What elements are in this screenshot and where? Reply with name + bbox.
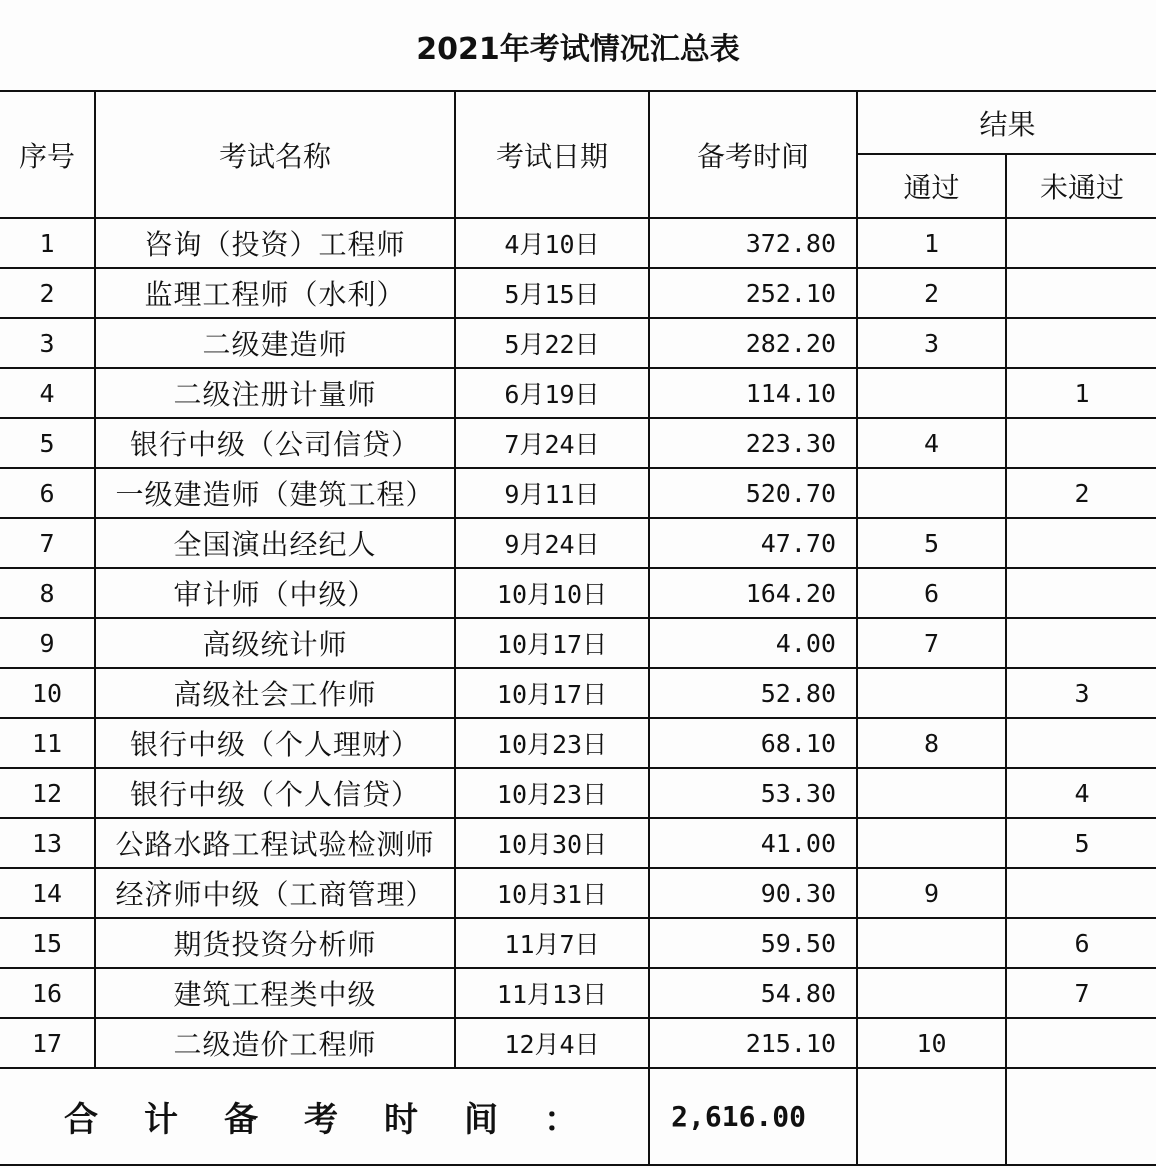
cell-passed: 6: [857, 568, 1006, 618]
total-passed-empty: [857, 1068, 1006, 1165]
table-title: 2021年考试情况汇总表: [416, 31, 740, 67]
total-label: 合计备考时间：: [0, 1068, 649, 1165]
cell-passed: [857, 768, 1006, 818]
cell-prep-time: 520.70: [649, 468, 857, 518]
total-row: [0, 1068, 1156, 1165]
table-row: [0, 868, 1156, 918]
cell-exam-name: 咨询（投资）工程师: [95, 218, 455, 268]
cell-index: 6: [0, 468, 95, 518]
table-row: [0, 768, 1156, 818]
cell-prep-time: 53.30: [649, 768, 857, 818]
table-row: [0, 268, 1156, 318]
cell-exam-date: 5月22日: [455, 318, 649, 368]
cell-exam-name: 高级社会工作师: [95, 668, 455, 718]
cell-passed: 4: [857, 418, 1006, 468]
header-exam-date: 考试日期: [455, 91, 649, 218]
cell-exam-name: 二级造价工程师: [95, 1018, 455, 1068]
cell-passed: [857, 818, 1006, 868]
cell-index: 12: [0, 768, 95, 818]
cell-exam-date: 12月4日: [455, 1018, 649, 1068]
cell-exam-name: 二级建造师: [95, 318, 455, 368]
cell-index: 10: [0, 668, 95, 718]
cell-prep-time: 90.30: [649, 868, 857, 918]
cell-prep-time: 372.80: [649, 218, 857, 268]
cell-prep-time: 215.10: [649, 1018, 857, 1068]
cell-index: 9: [0, 618, 95, 668]
cell-failed: [1006, 218, 1156, 268]
cell-exam-date: 4月10日: [455, 218, 649, 268]
total-prep-time: 2,616.00: [649, 1068, 857, 1165]
table-row: [0, 668, 1156, 718]
cell-exam-name: 高级统计师: [95, 618, 455, 668]
cell-failed: 6: [1006, 918, 1156, 968]
cell-failed: [1006, 418, 1156, 468]
cell-index: 11: [0, 718, 95, 768]
cell-failed: 7: [1006, 968, 1156, 1018]
cell-failed: [1006, 618, 1156, 668]
table-row: [0, 968, 1156, 1018]
cell-prep-time: 47.70: [649, 518, 857, 568]
cell-prep-time: 4.00: [649, 618, 857, 668]
table-row: [0, 918, 1156, 968]
cell-exam-name: 监理工程师（水利）: [95, 268, 455, 318]
table-row: [0, 568, 1156, 618]
cell-index: 15: [0, 918, 95, 968]
cell-exam-date: 5月15日: [455, 268, 649, 318]
cell-prep-time: 223.30: [649, 418, 857, 468]
cell-exam-date: 9月11日: [455, 468, 649, 518]
cell-exam-name: 一级建造师（建筑工程）: [95, 468, 455, 518]
table-row: [0, 318, 1156, 368]
header-passed: 通过: [857, 154, 1006, 218]
cell-failed: 1: [1006, 368, 1156, 418]
cell-prep-time: 59.50: [649, 918, 857, 968]
cell-index: 13: [0, 818, 95, 868]
table-row: [0, 468, 1156, 518]
table-row: [0, 818, 1156, 868]
table-row: [0, 418, 1156, 468]
header-index: 序号: [0, 91, 95, 218]
cell-index: 3: [0, 318, 95, 368]
cell-exam-date: 10月31日: [455, 868, 649, 918]
exam-summary-table: [0, 90, 1156, 1166]
cell-exam-date: 9月24日: [455, 518, 649, 568]
cell-exam-name: 银行中级（个人理财）: [95, 718, 455, 768]
cell-prep-time: 52.80: [649, 668, 857, 718]
cell-exam-name: 公路水路工程试验检测师: [95, 818, 455, 868]
cell-index: 5: [0, 418, 95, 468]
cell-passed: 5: [857, 518, 1006, 568]
table-row: [0, 368, 1156, 418]
cell-failed: [1006, 1018, 1156, 1068]
cell-prep-time: 282.20: [649, 318, 857, 368]
cell-exam-date: 11月13日: [455, 968, 649, 1018]
cell-failed: [1006, 718, 1156, 768]
cell-passed: [857, 468, 1006, 518]
cell-passed: 3: [857, 318, 1006, 368]
header-result: 结果: [857, 91, 1156, 154]
cell-failed: [1006, 568, 1156, 618]
cell-passed: 7: [857, 618, 1006, 668]
cell-prep-time: 114.10: [649, 368, 857, 418]
cell-passed: 2: [857, 268, 1006, 318]
cell-exam-name: 期货投资分析师: [95, 918, 455, 968]
cell-exam-name: 全国演出经纪人: [95, 518, 455, 568]
table-row: [0, 718, 1156, 768]
cell-prep-time: 252.10: [649, 268, 857, 318]
cell-exam-date: 6月19日: [455, 368, 649, 418]
cell-prep-time: 68.10: [649, 718, 857, 768]
cell-index: 16: [0, 968, 95, 1018]
cell-passed: [857, 918, 1006, 968]
cell-exam-date: 10月30日: [455, 818, 649, 868]
cell-failed: 5: [1006, 818, 1156, 868]
cell-failed: 3: [1006, 668, 1156, 718]
table-row: [0, 218, 1156, 268]
cell-failed: [1006, 268, 1156, 318]
cell-exam-date: 10月23日: [455, 718, 649, 768]
cell-exam-name: 审计师（中级）: [95, 568, 455, 618]
cell-index: 17: [0, 1018, 95, 1068]
cell-failed: 4: [1006, 768, 1156, 818]
cell-exam-date: 10月17日: [455, 618, 649, 668]
cell-exam-name: 二级注册计量师: [95, 368, 455, 418]
cell-passed: [857, 668, 1006, 718]
cell-prep-time: 54.80: [649, 968, 857, 1018]
cell-passed: 8: [857, 718, 1006, 768]
cell-passed: 1: [857, 218, 1006, 268]
table-row: [0, 618, 1156, 668]
cell-index: 4: [0, 368, 95, 418]
cell-exam-date: 10月17日: [455, 668, 649, 718]
cell-index: 1: [0, 218, 95, 268]
cell-failed: [1006, 518, 1156, 568]
table-row: [0, 1018, 1156, 1068]
cell-exam-name: 银行中级（个人信贷）: [95, 768, 455, 818]
cell-prep-time: 164.20: [649, 568, 857, 618]
cell-failed: 2: [1006, 468, 1156, 518]
cell-index: 8: [0, 568, 95, 618]
cell-passed: 9: [857, 868, 1006, 918]
cell-exam-date: 11月7日: [455, 918, 649, 968]
cell-exam-name: 经济师中级（工商管理）: [95, 868, 455, 918]
cell-failed: [1006, 318, 1156, 368]
cell-failed: [1006, 868, 1156, 918]
table-row: [0, 518, 1156, 568]
cell-exam-name: 建筑工程类中级: [95, 968, 455, 1018]
cell-passed: [857, 968, 1006, 1018]
cell-passed: [857, 368, 1006, 418]
total-failed-empty: [1006, 1068, 1156, 1165]
cell-index: 2: [0, 268, 95, 318]
cell-prep-time: 41.00: [649, 818, 857, 868]
cell-exam-date: 10月23日: [455, 768, 649, 818]
cell-index: 14: [0, 868, 95, 918]
header-exam-name: 考试名称: [95, 91, 455, 218]
cell-passed: 10: [857, 1018, 1006, 1068]
cell-exam-date: 7月24日: [455, 418, 649, 468]
cell-exam-date: 10月10日: [455, 568, 649, 618]
cell-exam-name: 银行中级（公司信贷）: [95, 418, 455, 468]
header-failed: 未通过: [1006, 154, 1156, 218]
cell-index: 7: [0, 518, 95, 568]
header-prep-time: 备考时间: [649, 91, 857, 218]
